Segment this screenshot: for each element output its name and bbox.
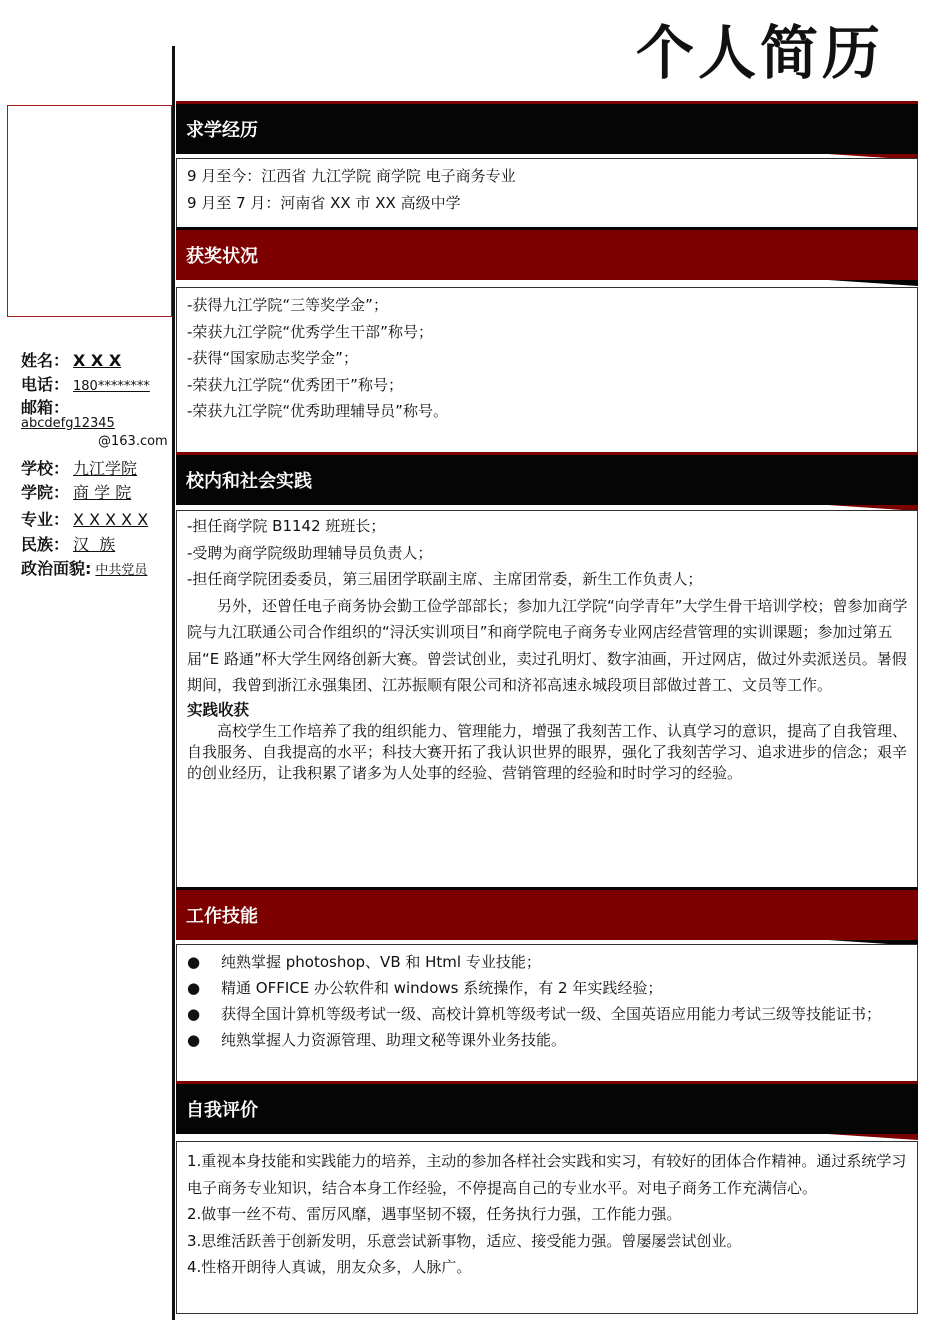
- self-eval-line: 3.思维活跃善于创新发明，乐意尝试新事物，适应、接受能力强。曾屡屡尝试创业。: [187, 1231, 742, 1250]
- heading-tail: [828, 280, 918, 286]
- email-user: abcdefg12345: [21, 416, 115, 431]
- school-label: 学校：: [21, 459, 70, 478]
- accent-line: [176, 1081, 918, 1084]
- self-eval-line: 4.性格开朗待人真诚，朋友众多，人脉广。: [187, 1258, 472, 1276]
- education-box: [176, 158, 918, 230]
- bullet-icon: ●: [187, 1005, 201, 1023]
- profile-school: [21, 456, 137, 479]
- phone-label: 电话：: [21, 375, 70, 394]
- skill-item: ● 精通 OFFICE 办公软件和 windows 系统操作，有 2 年实践经验；: [177, 975, 917, 1001]
- accent-line: [176, 227, 918, 230]
- skills-heading: 工作技能: [186, 906, 258, 927]
- name-label: 姓名：: [21, 351, 70, 370]
- major-value: X X X X X: [73, 510, 149, 529]
- practice-gain-heading: 实践收获: [187, 700, 250, 719]
- bullet-icon: ●: [187, 979, 201, 997]
- vertical-divider: [172, 46, 175, 1320]
- award-line: -获得九江学院“三等奖学金”；: [187, 296, 388, 314]
- skills-box: [176, 944, 918, 1084]
- photo-placeholder: [7, 105, 172, 317]
- awards-box: [176, 287, 918, 455]
- practice-line: -担任商学院 B1142 班班长；: [187, 517, 386, 535]
- practice-box: [176, 510, 918, 890]
- school-value: 九江学院: [73, 459, 138, 478]
- practice-gain-paragraph: 高校学生工作培养了我的组织能力、管理能力，增强了我刻苦工作、认真学习的意识，提高了自我管理、自我服务、自我提高的水平；科技大赛开拓了我认识世界的眼界，强化了我刻苦学习、追求进步的信念；艰辛的创业经历，让我积累了诸多为人处事的经验、营销管理的经验和时时学习的经验。: [187, 721, 908, 782]
- self-eval-line: 1.重视本身技能和实践能力的培养，主动的参加各样社会实践和实习，有较好的团体合作精神。通过系统学习电子商务专业知识，结合本身工作经验，不停提高自己的专业水平。对电子商务工作充满信心。: [187, 1152, 907, 1197]
- practice-line: -受聘为商学院级助理辅导员负责人；: [187, 543, 433, 562]
- name-value: X X X: [73, 351, 122, 370]
- profile-name: [21, 348, 121, 371]
- self-eval-line: 2.做事一丝不苟、雷厉风靡，遇事坚韧不辍，任务执行力强，工作能力强。: [187, 1205, 682, 1223]
- accent-line: [176, 887, 918, 890]
- skill-item: ● 纯熟掌握人力资源管理、助理文秘等课外业务技能。: [177, 1027, 917, 1053]
- profile-college: [21, 480, 131, 503]
- profile-ethnicity: [21, 532, 115, 555]
- awards-heading-bar: [176, 230, 918, 280]
- skill-item: ● 纯熟掌握 photoshop、VB 和 Html 专业技能；: [177, 949, 917, 975]
- profile-major: [21, 507, 148, 530]
- politics-value: 中共党员: [95, 563, 148, 578]
- profile-phone: [21, 372, 150, 395]
- education-heading-bar: [176, 104, 918, 154]
- awards-heading: 获奖状况: [186, 246, 258, 267]
- major-label: 专业：: [21, 510, 70, 529]
- practice-paragraph: 另外，还曾任电子商务协会勤工俭学部部长；参加九江学院“向学青年”大学生骨干培训学校；曾参加商学院与九江联通公司合作组织的“浔沃实训项目”和商学院电子商务专业网店经营管理的实训课题；参加过第五届“E 路通”杯大学生网络创新大赛。曾尝试创业，卖过孔明灯、数字油画，开过网店，做过外卖派送员。暑假期间，我曾到浙江永强集团、江苏振顺有限公司和济祁高速永城段项目部做过普工、文员等工作。: [187, 596, 908, 694]
- skill-item: ● 获得全国计算机等级考试一级、高校计算机等级考试一级、全国英语应用能力考试三级等技能证书；: [177, 1001, 917, 1027]
- education-line: 9 月至 7 月：河南省 XX 市 XX 高级中学: [187, 193, 461, 212]
- ethnicity-label: 民族：: [21, 535, 70, 554]
- skills-heading-bar: [176, 890, 918, 940]
- accent-line: [176, 452, 918, 455]
- ethnicity-value: 汉 族: [73, 535, 116, 554]
- profile-email-label: 邮箱：: [21, 398, 70, 417]
- page-title: 个人简历: [636, 19, 885, 87]
- politics-label: 政治面貌:: [21, 559, 92, 578]
- award-line: -荣获九江学院“优秀助理辅导员”称号。: [187, 402, 448, 420]
- practice-heading: 校内和社会实践: [186, 471, 312, 492]
- practice-line: -担任商学院团委委员，第三届团学联副主席、主席团常委，新生工作负责人；: [187, 570, 703, 588]
- education-line: 9 月至今：江西省 九江学院 商学院 电子商务专业: [187, 167, 516, 185]
- bullet-icon: ●: [187, 1031, 201, 1049]
- bullet-icon: ●: [187, 953, 201, 971]
- education-heading: 求学经历: [186, 120, 258, 141]
- heading-tail: [828, 1134, 918, 1140]
- self-eval-heading-bar: [176, 1084, 918, 1134]
- college-label: 学院：: [21, 483, 70, 502]
- accent-line: [176, 101, 918, 104]
- email-domain: @163.com: [98, 434, 168, 449]
- award-line: -荣获九江学院“优秀团干”称号；: [187, 375, 403, 394]
- self-eval-box: [176, 1141, 918, 1314]
- self-eval-heading: 自我评价: [186, 1100, 258, 1121]
- profile-politics: [21, 556, 147, 579]
- college-value: 商 学 院: [73, 483, 132, 502]
- phone-value: 180********: [73, 379, 150, 394]
- award-line: -荣获九江学院“优秀学生干部”称号；: [187, 322, 433, 341]
- practice-heading-bar: [176, 455, 918, 505]
- award-line: -获得“国家励志奖学金”；: [187, 349, 358, 367]
